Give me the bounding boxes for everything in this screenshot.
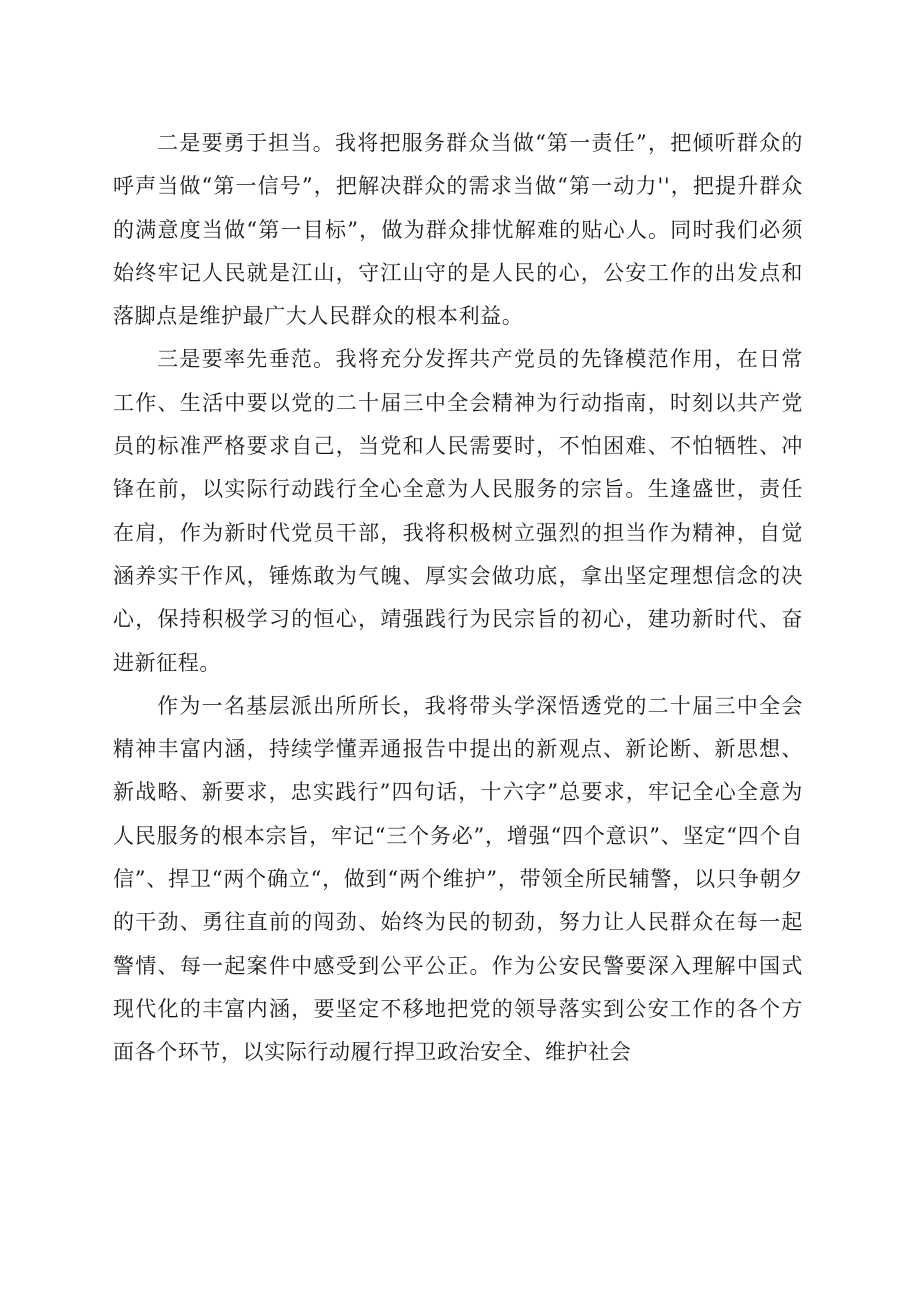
document-body [113, 122, 803, 1075]
paragraph-police-chief: 作为一名基层派出所所长，我将带头学深悟透党的二十届三中全会精神丰富内涵，持续学懂弄通报告中提出的新观点、新论断、新思想、新战略、新要求，忠实践行”四句话，十六字”总要求，牢记全心全意为人民服务的根本宗旨，牢记“三个务必”，增强“四个意识”、坚定“四个自信”、捍卫“两个确立“，做到“两个维护”，带领全所民辅警，以只争朝夕的干劲、勇往直前的闯劲、始终为民的韧劲，努力让人民群众在每一起警情、每一起案件中感受到公平公正。作为公安民警要深入理解中国式现代化的丰富内涵，要坚定不移地把党的领导落实到公安工作的各个方面各个环节，以实际行动履行捍卫政治安全、维护社会 [113, 693, 803, 1065]
paragraph-exemplary: 三是要率先垂范。我将充分发挥共产党员的先锋模范作用，在日常工作、生活中要以党的二十届三中全会精神为行动指南，时刻以共产党员的标准严格要求自己，当党和人民需要时，不怕困难、不怕牺牲、冲锋在前，以实际行动践行全心全意为人民服务的宗旨。生逢盛世，责任在肩，作为新时代党员干部，我将积极树立强烈的担当作为精神，自觉涵养实干作风，锤炼敢为气魄、厚实会做功底，拿出坚定理想信念的决心，保持积极学习的恒心，靖强践行为民宗旨的初心，建功新时代、奋进新征程。 [113, 347, 803, 675]
paragraph-responsibility: 二是要勇于担当。我将把服务群众当做“第一责任”，把倾听群众的呼声当做“第一信号”，把解决群众的需求当做“第一动力''，把提升群众的满意度当做“第一目标”，做为群众排忧解难的贴心人。同时我们必须始终牢记人民就是江山，守江山守的是人民的心，公安工作的出发点和落脚点是维护最广大人民群众的根本利益。 [113, 131, 803, 329]
